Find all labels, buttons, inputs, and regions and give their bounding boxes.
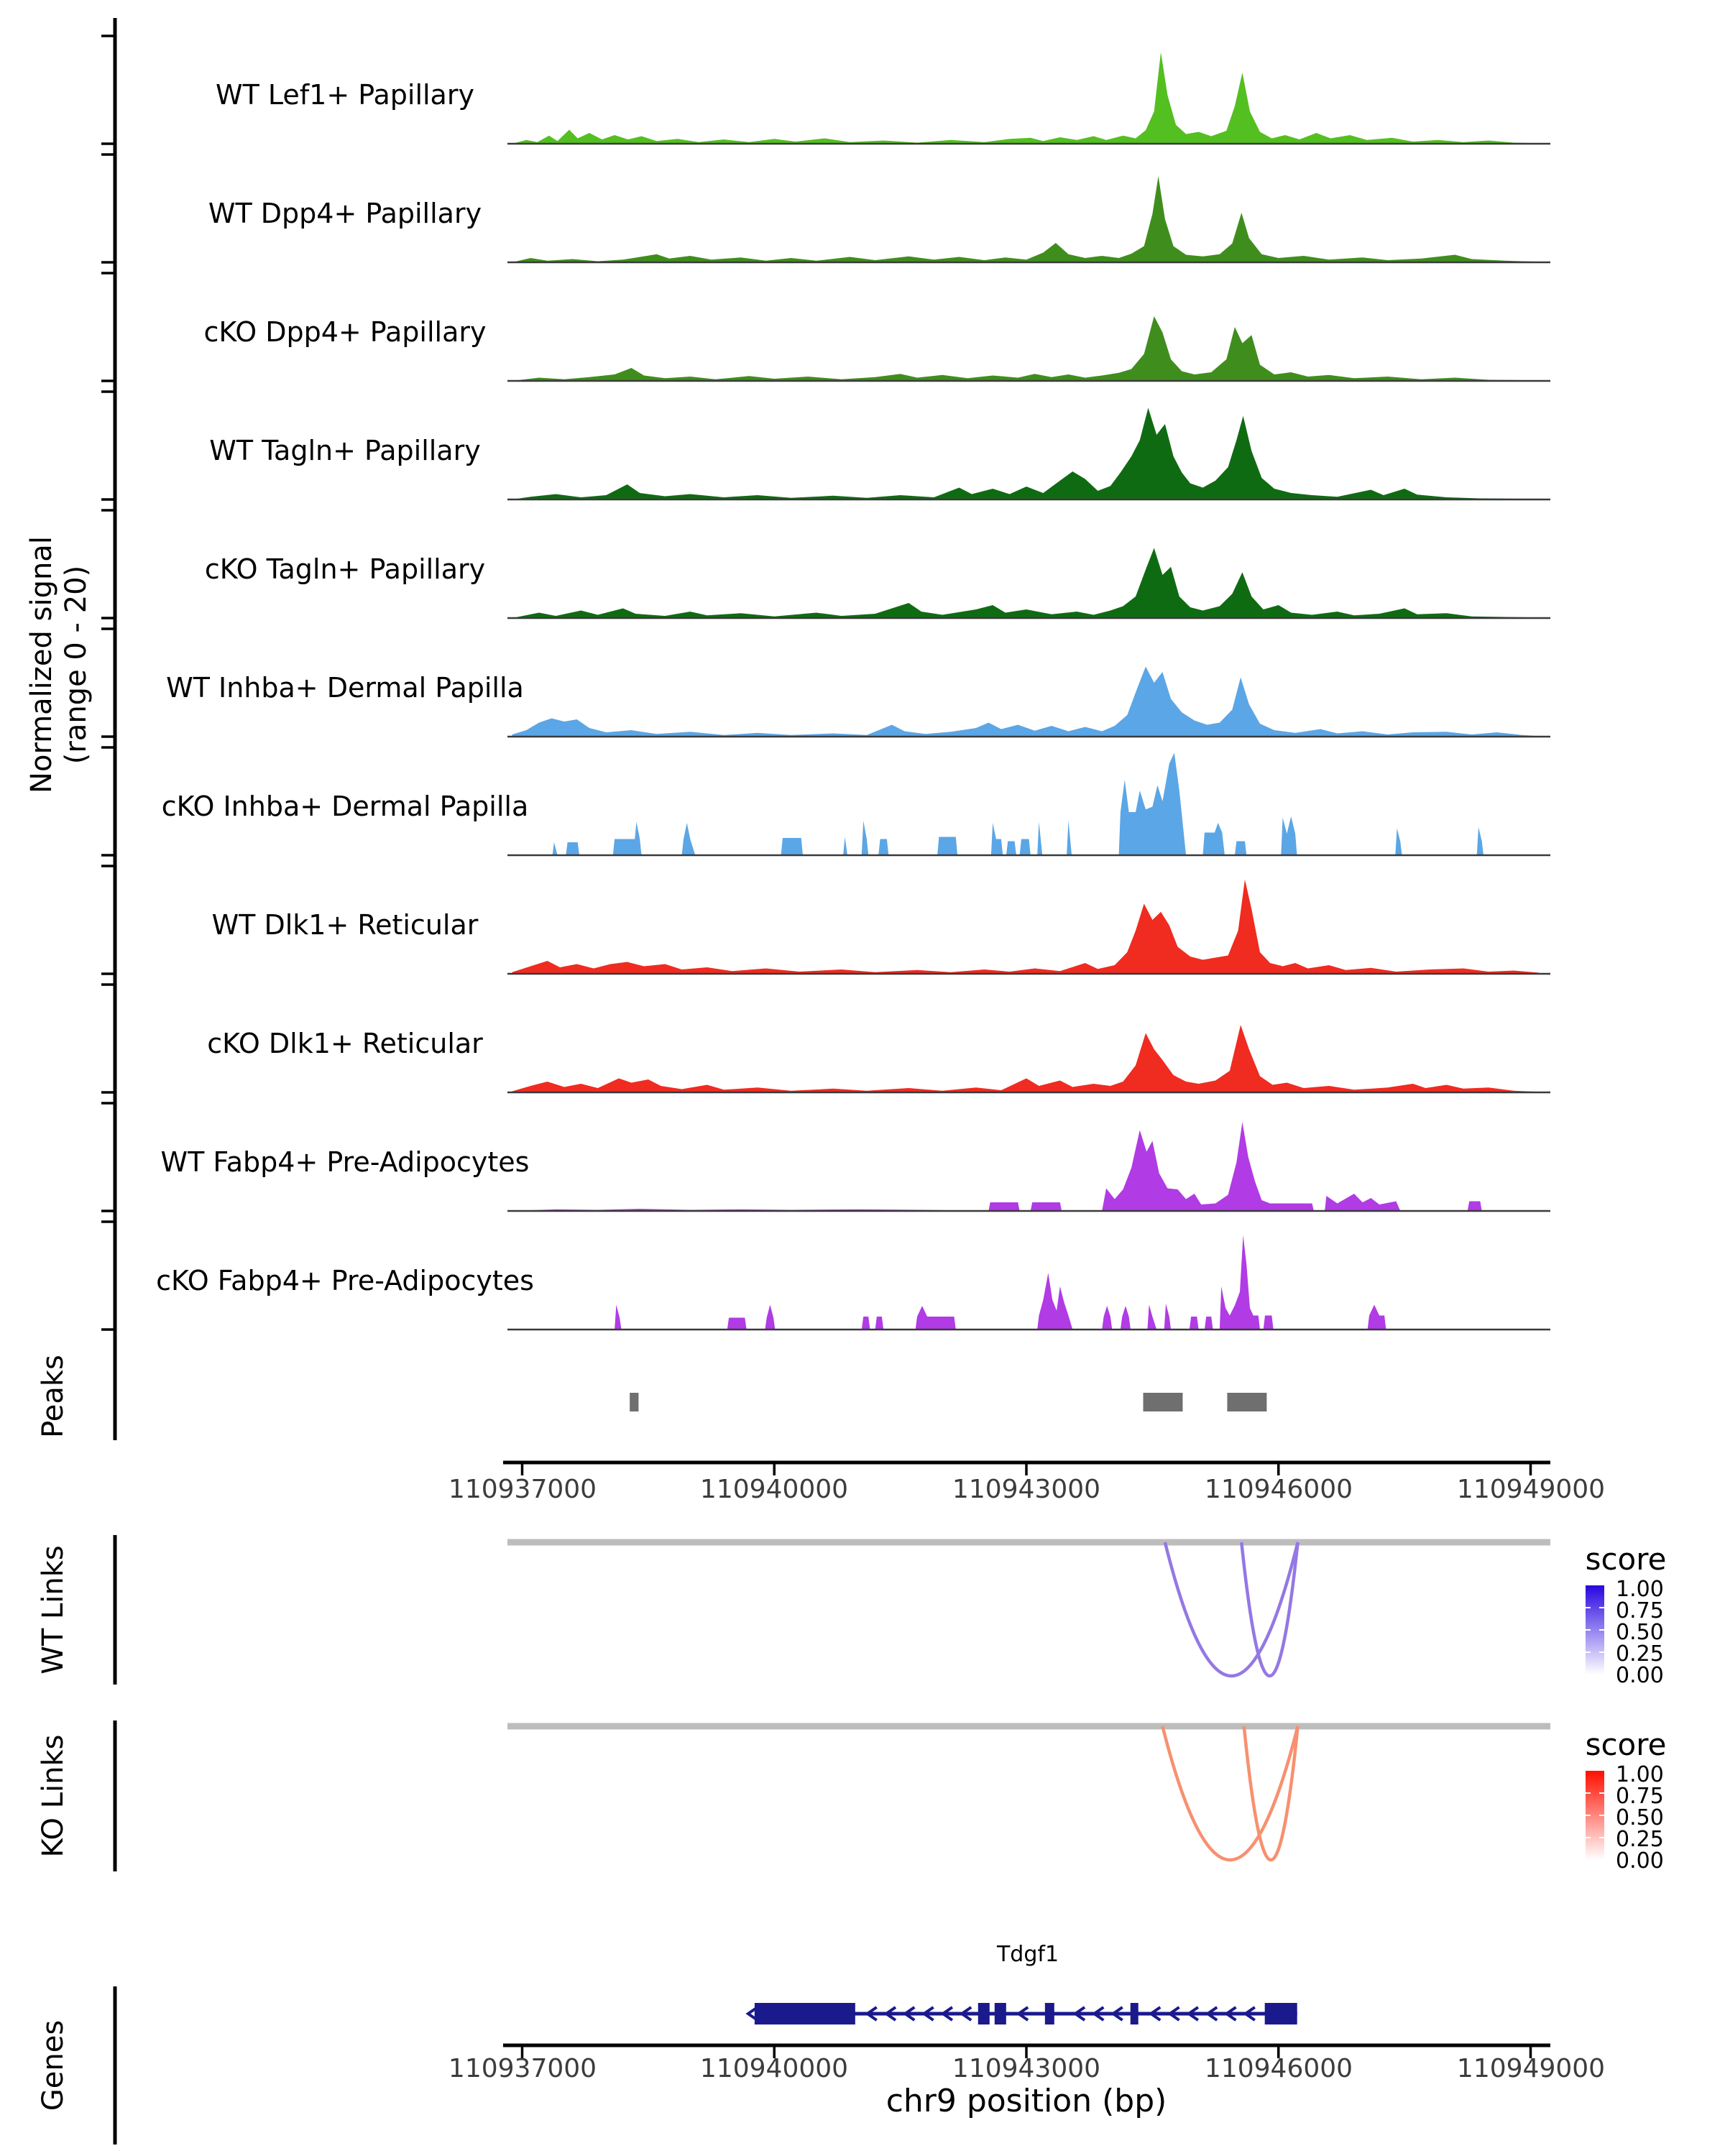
- section-label-wt-links: WT Links: [37, 1545, 70, 1674]
- peak-region-1: [1144, 1393, 1183, 1411]
- signal-area-track-3: [512, 408, 1539, 500]
- signal-area-track-7: [512, 880, 1539, 974]
- axis2-tick-110943000: 110943000: [952, 2054, 1101, 2083]
- axis1-tick-110937000: 110937000: [448, 1475, 597, 1504]
- gene-utr-box-0: [755, 2003, 855, 2024]
- signal-area-track-4: [512, 548, 1539, 619]
- gene-exon-2: [1045, 2003, 1054, 2024]
- wt-legend-0.00: 0.00: [1616, 1663, 1664, 1688]
- track-label-cko-dpp4: cKO Dpp4+ Papillary: [203, 316, 487, 348]
- gene-exon-0: [978, 2003, 990, 2024]
- ko-legend-0.50: 0.50: [1616, 1805, 1664, 1830]
- section-label-genes: Genes: [37, 2019, 70, 2111]
- signal-area-track-2: [512, 316, 1539, 381]
- track-label-cko-dlk1: cKO Dlk1+ Reticular: [207, 1028, 483, 1059]
- track-label-cko-fabp4: cKO Fabp4+ Pre-Adipocytes: [156, 1265, 534, 1296]
- ko-legend-0.25: 0.25: [1616, 1827, 1664, 1852]
- track-label-wt-inhba: WT Inhba+ Dermal Papilla: [166, 672, 524, 704]
- section-label-peaks: Peaks: [37, 1355, 70, 1438]
- track-label-wt-fabp4: WT Fabp4+ Pre-Adipocytes: [160, 1146, 530, 1178]
- axis1-tick-110943000: 110943000: [952, 1475, 1101, 1504]
- axis2-tick-110946000: 110946000: [1204, 2054, 1353, 2083]
- track-label-cko-tagln: cKO Tagln+ Papillary: [204, 553, 486, 585]
- axis1-tick-110946000: 110946000: [1204, 1475, 1353, 1504]
- wt-links-legend-title: score: [1585, 1542, 1667, 1577]
- ko-links-arc-0: [1162, 1726, 1297, 1860]
- track-label-wt-dlk1: WT Dlk1+ Reticular: [211, 909, 479, 941]
- axis2-tick-110940000: 110940000: [699, 2054, 849, 2083]
- signal-area-track-6: [553, 753, 1540, 856]
- wt-links-arc-0: [1165, 1542, 1298, 1676]
- peak-region-0: [630, 1393, 638, 1411]
- axis1-tick-110940000: 110940000: [699, 1475, 849, 1504]
- track-label-wt-lef1: WT Lef1+ Papillary: [216, 79, 474, 111]
- track-label-wt-dpp4: WT Dpp4+ Papillary: [208, 198, 482, 229]
- signal-area-track-5: [512, 667, 1539, 737]
- axis1-tick-110949000: 110949000: [1456, 1475, 1606, 1504]
- section-label-ko-links: KO Links: [37, 1734, 70, 1858]
- x-axis-title: chr9 position (bp): [886, 2083, 1167, 2119]
- ko-legend-0.75: 0.75: [1616, 1784, 1664, 1809]
- wt-legend-0.25: 0.25: [1616, 1641, 1664, 1667]
- ko-legend-1.00: 1.00: [1616, 1762, 1664, 1787]
- peak-region-2: [1227, 1393, 1266, 1411]
- y-axis-title-line2: (range 0 - 20): [60, 565, 93, 765]
- wt-links-arc-1: [1241, 1542, 1297, 1676]
- signal-area-track-0: [512, 52, 1539, 144]
- axis2-tick-110949000: 110949000: [1456, 2054, 1606, 2083]
- axis2-tick-110937000: 110937000: [448, 2054, 597, 2083]
- ko-links-arc-1: [1244, 1726, 1298, 1860]
- gene-exon-1: [995, 2003, 1006, 2024]
- gene-name-tdgf1: Tdgf1: [996, 1942, 1059, 1967]
- ko-links-legend-title: score: [1585, 1727, 1667, 1762]
- signal-area-track-8: [512, 1025, 1539, 1092]
- signal-area-track-1: [512, 176, 1539, 262]
- track-label-cko-inhba: cKO Inhba+ Dermal Papilla: [161, 791, 529, 822]
- track-label-wt-tagln: WT Tagln+ Papillary: [209, 435, 481, 466]
- gene-exon-3: [1131, 2003, 1138, 2024]
- wt-legend-0.75: 0.75: [1616, 1598, 1664, 1623]
- gene-utr-box-1: [1265, 2003, 1297, 2024]
- wt-legend-1.00: 1.00: [1616, 1577, 1664, 1602]
- y-axis-title-line1: Normalized signal: [25, 536, 58, 793]
- signal-area-track-9: [512, 1122, 1539, 1211]
- wt-legend-0.50: 0.50: [1616, 1620, 1664, 1645]
- signal-area-track-10: [615, 1235, 1539, 1330]
- ko-legend-0.00: 0.00: [1616, 1848, 1664, 1874]
